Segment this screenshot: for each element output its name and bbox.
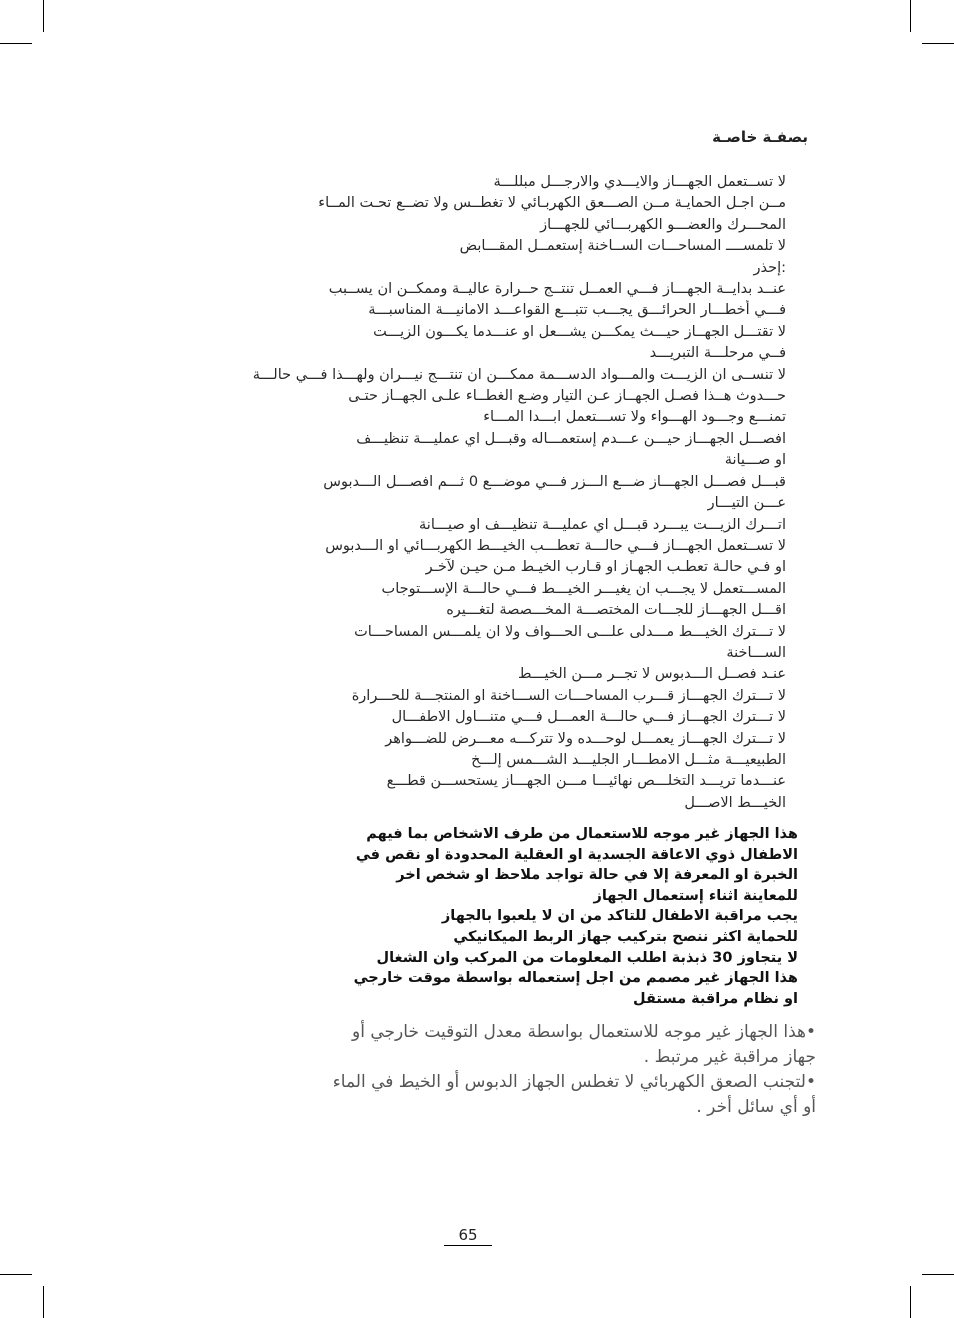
text-line: للحماية اكثر ننصح بتركيب جهاز الربط الميكانيكي [453, 928, 798, 945]
bullet-warnings [316, 1020, 816, 1120]
text-line: :إحذر [753, 259, 786, 276]
text-line: تمنـــع وجـــود الهـــواء ولا تســـتعمل ابـــدا المـــاء [483, 409, 786, 426]
text-line: لا تســتعمل الجهـــاز فـــي حالـــة تعطـــب الخيـــط الكهربـــائي او الـــدبوس [325, 537, 786, 554]
text-line: •لتجنب الصعق الكهربائي لا تغطس الجهاز الدبوس أو الخيط في الماء [332, 1072, 816, 1092]
text-line: لا تنســى ان الزيـــت والمـــواد الدســـمة ممكـــن ان تنتـــج نيـــران ولهـــذا فـــي حالـــة [252, 366, 786, 383]
text-line: لا تقتـــل الجهــاز حيـــث يمكـــن يشـــعل او عنـــدما يكـــون الزيـــت [373, 323, 786, 340]
text-line: لا تـــترك الجهـــاز فـــي حالـــة العمـــل فـــي متنـــاول الاطفـــال [391, 709, 786, 726]
text-line: حـــدوث هــذا فصـل الجهــاز عـن التيار وضـع الغطــاء علـى الجهــاز حتـى [348, 388, 786, 405]
text-line: المســـتعمل لا يجـــب ان يغيـــر الخيـــط فـــي حالـــة الإســـتوجاب [381, 580, 786, 597]
text-line: للمعاينة اثناء إستعمال الجهاز [593, 887, 798, 904]
crop-mark [0, 43, 32, 44]
text-line: الاطفال ذوي الاعاقة الجسدية او العقلية المحدودة او نقص في [355, 846, 798, 863]
text-line: اتـــرك الزيـــت يبـــرد قبـــل اي عمليـــة تنظيـــف او صيـــانة [419, 516, 786, 533]
text-line: عـــن التيـــار [707, 495, 786, 512]
crop-mark [922, 1274, 954, 1275]
text-line: لا تـــترك الخيـــط مـــدلى علـــى الحـــواف ولا ان يلمـــس المساحـــات [354, 623, 786, 640]
text-line: يجب مراقبة الاطفال للتاكد من ان لا يلعبوا بالجهاز [441, 908, 798, 925]
text-line: الخبرة او المعرفة إلا في حالة تواجد ملاحظ او شخص اخر [396, 867, 798, 884]
text-line: او صـــيانة [724, 452, 786, 469]
crop-mark [43, 0, 44, 32]
text-line: هذا الجهاز غير موجه للاستعمال من طرف الاشخاص بما فيهم [366, 826, 798, 842]
text-line: جهاز مراقبة غير مرتبط . [643, 1047, 816, 1067]
text-line: عنـد فصــل الـــدبوس لا تجــر مـــن الخيـــط [518, 666, 786, 683]
crop-mark [922, 43, 954, 44]
text-line: لا تلمســــ المساحـــات الســاخنة إستعمــل المقـــابض [459, 238, 786, 255]
crop-mark [910, 1286, 911, 1318]
text-line: عنـــدما تريـــد التخلـــص نهائيـــا مـــن الجهـــاز يستحســـن قطـــع [386, 773, 786, 790]
crop-mark [0, 1274, 32, 1275]
text-line: هذا الجهاز غير مصمم من اجل إستعماله بواسطة موقت خارجي [353, 970, 798, 987]
section-title: بصفـة خاصـة [712, 128, 808, 146]
text-line: الطبيعيـــة مثـــل الامطـــار الجليـــد الشـــمس إلـــخ [471, 751, 786, 768]
text-line: الســـاخنة [726, 644, 786, 661]
text-line: فـــي أخطـــار الحرائـــق يجـــب تتبـــع القواعـــد الامانيـــة المناسبـــة [368, 302, 786, 319]
text-line: لا تســتعمل الجهـــاز والايـــدي والارجـــل مبللـــة [493, 174, 786, 190]
bold-warnings [318, 824, 798, 1009]
crop-mark [43, 1286, 44, 1318]
text-line: افصـــل الجهـــاز حيـــن عـــدم إستعمـــاله وقبـــل اي عمليـــة تنظيـــف [356, 430, 786, 447]
text-line: اقـــل الجهـــاز للجـــات المختصـــة المخـــصصة لتغـــيره [446, 602, 786, 619]
text-line: أو أي سائل أخر . [696, 1097, 816, 1117]
text-line: لا تـــترك الجهـــاز قـــرب المساحـــات الســـاخنة او المنتجـــة للحـــرارة [351, 687, 786, 704]
text-line: •هذا الجهاز غير موجه للاستعمال بواسطة معدل التوقيت خارجي أو [352, 1022, 816, 1042]
text-line: او نظام مراقبة مستقل [633, 990, 798, 1007]
text-line: مــن اجـل الحمايـة مــن الصـــعق الكهربـائي لا تغطــس ولا تضــع تحـت المــاء [318, 195, 786, 212]
text-line: المحـــرك والعضـــو الكهربـــائي للجهـــاز [540, 216, 786, 233]
crop-mark [910, 0, 911, 32]
page-number: 65 [444, 1226, 492, 1246]
text-line: فــي مرحلـــة التبريـــد [649, 345, 786, 362]
text-line: عنــد بدايــة الجهـــاز فـــي العمــل تنتــج حــرارة عاليــة وممكــن ان يســبب [328, 281, 786, 298]
text-line: لا تـــترك الجهـــاز يعمـــل لوحـــده ولا تتركـــه معـــرض للضـــواهر [385, 730, 786, 747]
text-line: قبـــل فصـــل الجهـــاز ضـــع الـــزر فـــي موضـــع 0 ثـــم افصـــل الـــدبوس [323, 473, 786, 490]
text-line: الخيـــط الاصـــل [684, 794, 786, 811]
safety-instructions [226, 172, 786, 814]
text-line: او فـي حالـة تعطـب الجهـاز او قـارب الخيـط مـن حيـن لآخـر [425, 559, 786, 576]
text-line: لا يتجاوز 30 ذبذبة اطلب المعلومات من المركب وان الشغال [376, 949, 798, 966]
